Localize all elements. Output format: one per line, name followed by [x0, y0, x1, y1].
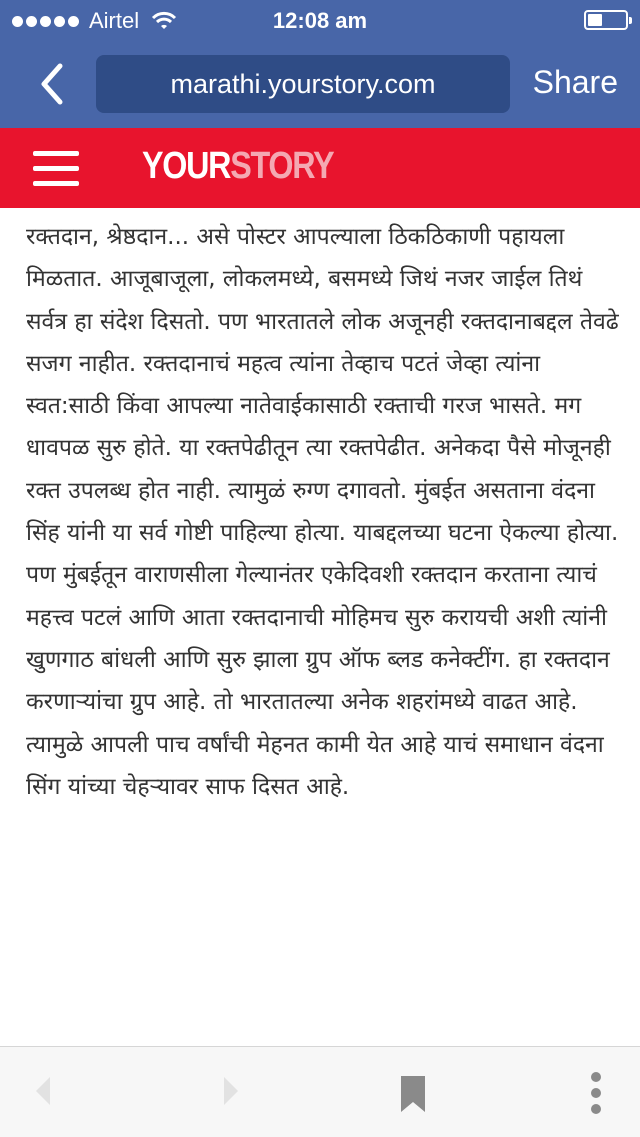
site-header [0, 128, 640, 208]
arrow-right-icon [220, 1075, 240, 1107]
logo-your: YOUR [142, 145, 231, 187]
more-vertical-icon [586, 1071, 606, 1115]
address-bar-url: marathi.yourstory.com [170, 68, 436, 99]
carrier-name: Airtel [89, 8, 140, 33]
status-time: 12:08 am [272, 8, 368, 33]
chevron-left-icon [30, 60, 74, 108]
hamburger-menu-icon[interactable] [33, 151, 79, 187]
site-logo[interactable] [142, 145, 333, 188]
browser-top-bar [0, 0, 640, 128]
arrow-left-icon [34, 1075, 54, 1107]
article-body: रक्तदान, श्रेष्ठदान... असे पोस्टर आपल्याला ठिकठिकाणी पहायला मिळतात. आजूबाजूला, लोकलमध्ये, बसमध्ये जिथं नजर जाईल तिथं सर्वत्र हा संदेश दिसतो. पण भारतातले लोक अजूनही रक्तदानाबद्दल तेवढे सजग नाहीत. रक्तदानाचं महत्व त्यांना तेव्हाच पटतं जेव्हा त्यांना स्वत:साठी किंवा आपल्या नातेवाईकासाठी रक्ताची गरज भासते. मग धावपळ सुरु होते. या रक्तपेढीतून त्या रक्तपेढीत. अनेकदा पैसे मोजूनही रक्त उपलब्ध होत नाही. त्यामुळं रुग्ण दगावतो. मुंबईत असताना वंदना सिंह यांनी या सर्व गोष्टी पाहिल्या होत्या. याबद्दलच्या घटना ऐकल्या होत्या. पण मुंबईतून वाराणसीला गेल्यानंतर एकेदिवशी रक्तदान करताना त्याचं महत्त्व पटलं आणि आता रक्तदानाची मोहिमच सुरु करायची अशी त्यांनी खुणगाठ बांधली आणि सुरु झाला ग्रुप ऑफ ब्लड कनेक्टींग. हा रक्तदान करणाऱ्यांचा ग्रुप आहे. तो भारतातल्या अनेक शहरांमध्ये वाढत आहे. त्यामुळे आपली पाच वर्षांची मेहनत कामी येत आहे याचं समाधान वंदना सिंग यांच्या चेहऱ्यावर साफ दिसत आहे. [26, 224, 619, 800]
toolbar-forward-button[interactable] [220, 1075, 240, 1111]
browser-bottom-toolbar [0, 1046, 640, 1137]
share-button[interactable]: Share [532, 64, 618, 100]
address-bar[interactable] [96, 55, 510, 113]
logo-story: STORY [230, 145, 334, 187]
toolbar-more-button[interactable] [586, 1071, 606, 1119]
status-bar [0, 0, 640, 40]
browser-back-button[interactable] [30, 60, 74, 108]
battery-icon [584, 10, 628, 30]
bookmark-icon [400, 1075, 426, 1113]
toolbar-bookmark-button[interactable] [400, 1075, 426, 1117]
toolbar-back-button[interactable] [34, 1075, 54, 1111]
